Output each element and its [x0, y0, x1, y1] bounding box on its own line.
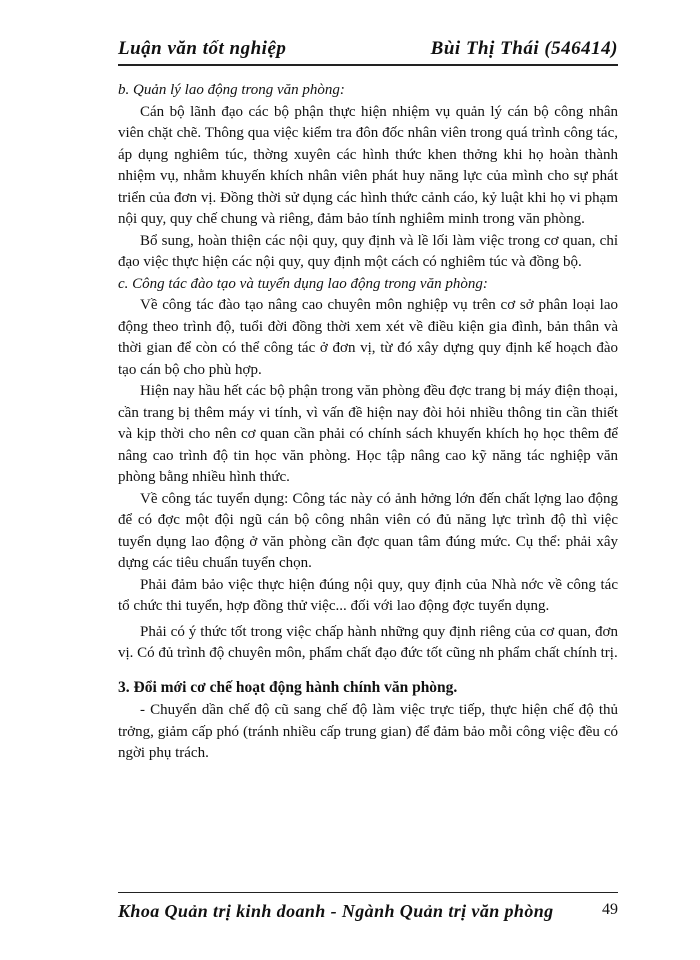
page-header	[118, 38, 618, 66]
page-content	[118, 80, 618, 765]
paragraph: Cán bộ lãnh đạo các bộ phận thực hiện nhiệm vụ quản lý cán bộ công nhân viên chặt chẽ. Thông qua việc kiểm tra đôn đốc nhân viên trong quá trình công tác, áp dụng nghiêm túc, thờng xuyên các hình thức khen thởng khi họ hoàn thành nhiệm vụ, nhằm khuyến khích nhân viên phát huy năng lực của mình cho sự phát triển của đơn vị. Đồng thời sử dụng các hình thức cảnh cáo, kỷ luật khi họ vi phạm nội quy, quy chế chung và riêng, đảm bảo tính nghiêm minh trong văn phòng.	[118, 103, 618, 227]
footer-department: Khoa Quản trị kinh doanh - Ngành Quản trị văn phòng	[118, 901, 554, 921]
subheading-c: c. Công tác đào tạo và tuyển dụng lao động trong văn phòng:	[118, 275, 488, 292]
page-footer	[118, 892, 618, 933]
paragraph: Phải đảm bảo việc thực hiện đúng nội quy, quy định của Nhà nớc về công tác tổ chức thi tuyển, hợp đồng thử việc... đối với lao động đợc tuyển dụng.	[118, 576, 618, 614]
paragraph: Phải có ý thức tốt trong việc chấp hành những quy định riêng của cơ quan, đơn vị. Có đủ trình độ chuyên môn, phẩm chất đạo đức tốt cũng nh phẩm chất chính trị.	[118, 623, 618, 661]
paragraph: Về công tác đào tạo nâng cao chuyên môn nghiệp vụ trên cơ sở phân loại lao động theo trình độ, tuổi đời đồng thời xem xét về điều kiện gia đình, bản thân và thời gian để còn có thể công tác ở đơn vị, từ đó xây dựng quy định kế hoạch đào tạo cán bộ cho phù hợp.	[118, 297, 618, 378]
header-thesis-title: Luận văn tốt nghiệp	[118, 38, 287, 59]
paragraph: Hiện nay hầu hết các bộ phận trong văn phòng đều đợc trang bị máy điện thoại, cần trang bị thêm máy vi tính, vì vấn đề hiện nay đòi hỏi nhiều thông tin cần thiết và kịp thời cho nên cơ quan cần phải có chính sách khuyến khích họ học thêm để nâng cao trình độ tin học văn phòng. Học tập nâng cao kỹ năng tác nghiệp văn phòng bằng nhiều hình thức.	[118, 383, 618, 485]
subheading-b: b. Quản lý lao động trong văn phòng:	[118, 82, 345, 98]
header-author: Bùi Thị Thái (546414)	[430, 38, 618, 59]
section-heading: 3. Đổi mới cơ chế hoạt động hành chính văn phòng.	[118, 678, 458, 696]
paragraph: Bổ sung, hoàn thiện các nội quy, quy định và lề lối làm việc trong cơ quan, chỉ đạo việc thực hiện các nội quy, quy định một cách có nghiêm túc và đồng bộ.	[118, 232, 618, 270]
paragraph: Về công tác tuyển dụng: Công tác này có ảnh hởng lớn đến chất lợng lao động để có đợc một đội ngũ cán bộ công nhân viên có đủ năng lực trình độ thì việc tuyển dụng lao động ở văn phòng cần đợc quan tâm đúng mức. Cụ thể: phải xây dựng các tiêu chuẩn tuyển chọn.	[118, 490, 618, 571]
paragraph: - Chuyển dần chế độ cũ sang chế độ làm việc trực tiếp, thực hiện chế độ thủ trởng, giảm cấp phó (tránh nhiều cấp trung gian) để đảm bảo mỗi công việc đều có ngời phụ trách.	[118, 702, 618, 761]
page-number: 49	[602, 901, 618, 918]
